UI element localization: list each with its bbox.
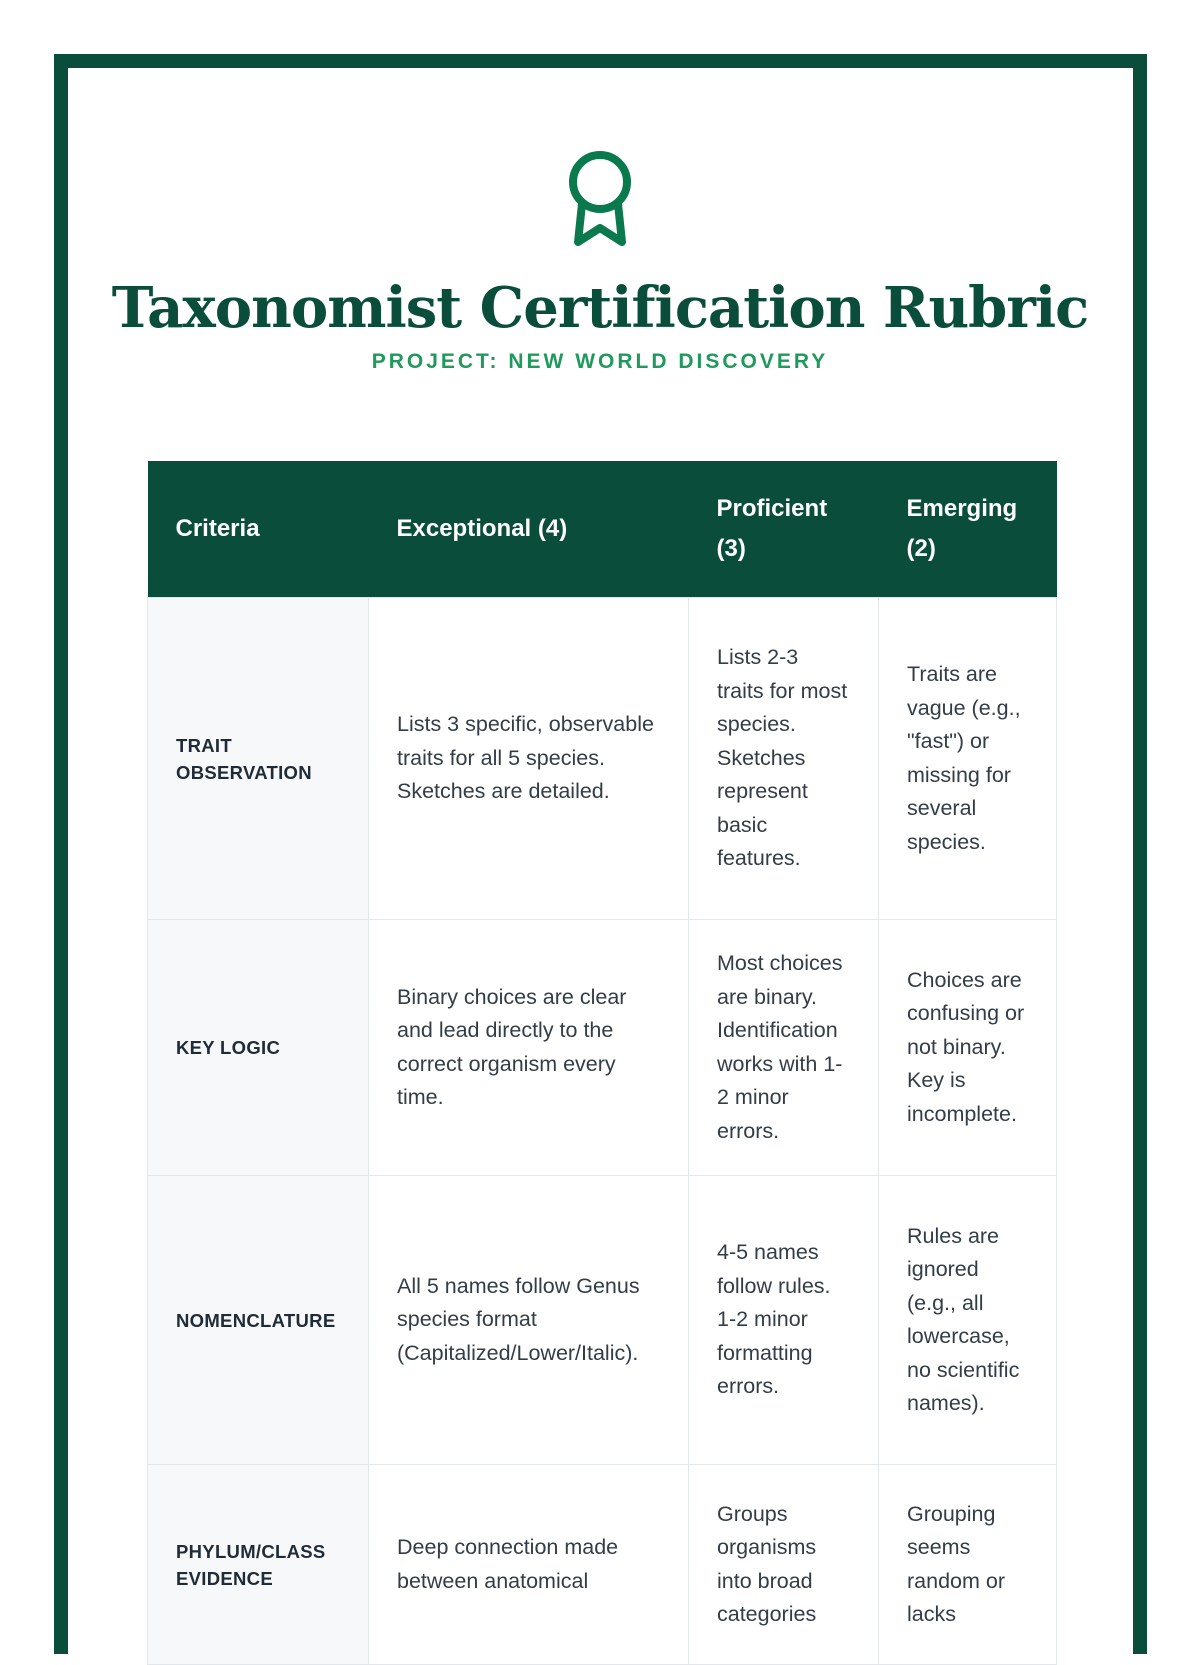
proficient-cell: Most choices are binary. Identification works with 1-2 minor errors. bbox=[689, 920, 879, 1176]
table-row bbox=[148, 920, 1057, 1176]
emerging-cell: Traits are vague (e.g., "fast") or missing for several species. bbox=[879, 598, 1057, 920]
column-header-proficient: Proficient (3) bbox=[689, 461, 879, 598]
proficient-cell: 4-5 names follow rules. 1-2 minor formatting errors. bbox=[689, 1176, 879, 1465]
emerging-cell: Choices are confusing or not binary. Key is incomplete. bbox=[879, 920, 1057, 1176]
column-header-emerging: Emerging (2) bbox=[879, 461, 1057, 598]
column-header-criteria: Criteria bbox=[148, 461, 369, 598]
emerging-cell: Grouping seems random or lacks bbox=[879, 1465, 1057, 1665]
page-subtitle: PROJECT: NEW WORLD DISCOVERY bbox=[371, 350, 829, 373]
criteria-cell: TRAIT OBSERVATION bbox=[148, 598, 369, 920]
exceptional-cell: All 5 names follow Genus species format (Capitalized/Lower/Italic). bbox=[369, 1176, 689, 1465]
table-row bbox=[148, 1465, 1057, 1665]
table-header-row bbox=[148, 461, 1057, 598]
table-row bbox=[148, 598, 1057, 920]
criteria-cell: PHYLUM/CLASS EVIDENCE bbox=[148, 1465, 369, 1665]
proficient-cell: Lists 2-3 traits for most species. Sketches represent basic features. bbox=[689, 598, 879, 920]
rubric-table bbox=[147, 461, 1057, 1665]
exceptional-cell: Binary choices are clear and lead directly to the correct organism every time. bbox=[369, 920, 689, 1176]
exceptional-cell: Deep connection made between anatomical bbox=[369, 1465, 689, 1665]
criteria-cell: NOMENCLATURE bbox=[148, 1176, 369, 1465]
table-row bbox=[148, 1176, 1057, 1465]
criteria-cell: KEY LOGIC bbox=[148, 920, 369, 1176]
exceptional-cell: Lists 3 specific, observable traits for all 5 species. Sketches are detailed. bbox=[369, 598, 689, 920]
award-ribbon-icon bbox=[566, 150, 634, 254]
page-title: Taxonomist Certification Rubric bbox=[111, 275, 1089, 341]
proficient-cell: Groups organisms into broad categories bbox=[689, 1465, 879, 1665]
emerging-cell: Rules are ignored (e.g., all lowercase, no scientific names). bbox=[879, 1176, 1057, 1465]
column-header-exceptional: Exceptional (4) bbox=[369, 461, 689, 598]
